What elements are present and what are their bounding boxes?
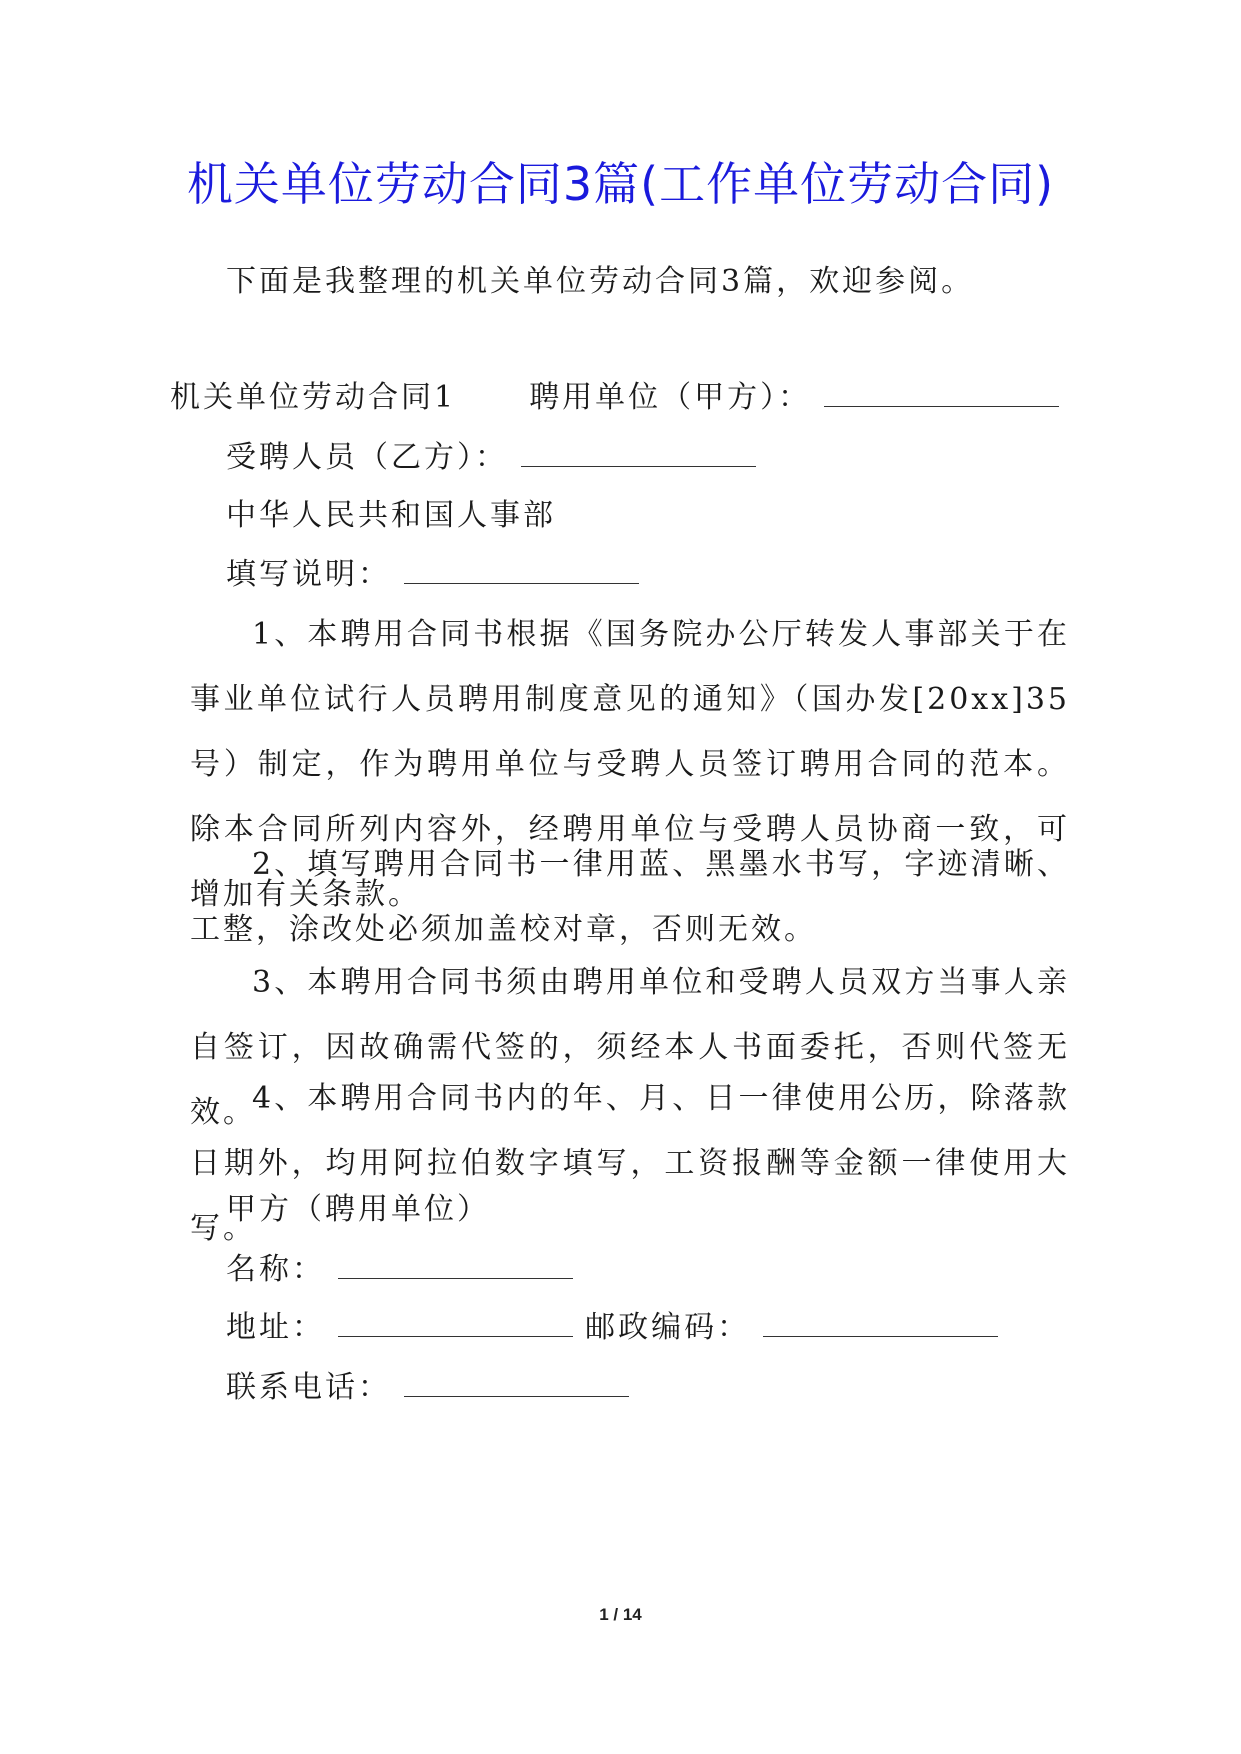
phone-line xyxy=(226,1368,629,1408)
employee-blank[interactable] xyxy=(521,438,756,467)
instructions-label: 填写说明： xyxy=(226,557,391,592)
party-a-heading: 甲方（聘用单位） xyxy=(226,1192,490,1227)
phone-label: 联系电话： xyxy=(226,1370,391,1405)
employee-label: 受聘人员（乙方）： xyxy=(226,440,508,475)
employer-label: 聘用单位（甲方）： xyxy=(529,380,812,415)
ministry-line: 中华人民共和国人事部 xyxy=(226,498,556,533)
name-label: 名称： xyxy=(226,1252,325,1287)
instruction-1: 1、本聘用合同书根据《国务院办公厅转发人事部关于在事业单位试行人员聘用制度意见的通知》（国办发[20xx]35号）制定，作为聘用单位与受聘人员签订聘用合同的范本。除本合同所列内容外，经聘用单位与受聘人员协商一致，可增加有关条款。 xyxy=(190,617,1070,912)
section-heading: 机关单位劳动合同1 xyxy=(170,380,457,415)
postcode-blank[interactable] xyxy=(763,1308,998,1337)
phone-blank[interactable] xyxy=(404,1368,629,1397)
address-label: 地址： xyxy=(226,1310,325,1345)
name-blank[interactable] xyxy=(338,1250,573,1279)
address-line xyxy=(226,1308,998,1348)
instruction-3: 3、本聘用合同书须由聘用单位和受聘人员双方当事人亲自签订，因故确需代签的，须经本人书面委托，否则代签无效。 xyxy=(190,965,1070,1130)
instructions-line xyxy=(226,555,639,595)
postcode-label: 邮政编码： xyxy=(585,1310,751,1345)
intro-paragraph: 下面是我整理的机关单位劳动合同3篇，欢迎参阅。 xyxy=(226,264,975,299)
document-title: 机关单位劳动合同3篇(工作单位劳动合同) xyxy=(186,157,1055,211)
page-indicator: 1 / 14 xyxy=(599,1605,642,1624)
address-blank[interactable] xyxy=(338,1308,573,1337)
instruction-2: 2、填写聘用合同书一律用蓝、黑墨水书写，字迹清晰、工整，涂改处必须加盖校对章，否则无效。 xyxy=(190,847,1070,947)
instructions-blank[interactable] xyxy=(404,555,639,584)
employer-blank[interactable] xyxy=(824,378,1059,407)
instruction-4: 4、本聘用合同书内的年、月、日一律使用公历，除落款日期外，均用阿拉伯数字填写，工资报酬等金额一律使用大写。 xyxy=(190,1081,1070,1246)
contract-heading-line xyxy=(170,378,1059,418)
employee-line xyxy=(226,438,756,478)
name-line xyxy=(226,1250,573,1290)
